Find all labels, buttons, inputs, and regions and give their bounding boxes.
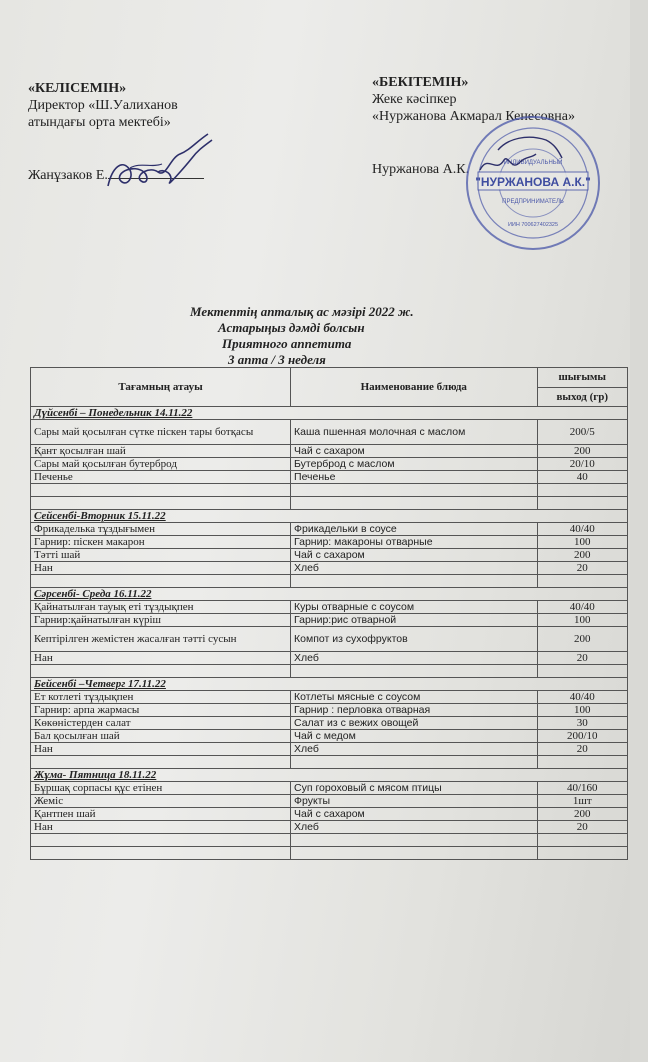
- approval-left-signer: Жанұзаков Е.: [28, 168, 108, 183]
- dish-name-ru: Котлеты мясные с соусом: [291, 691, 537, 704]
- table-row: [31, 562, 628, 575]
- dish-name-ru: Чай с сахаром: [291, 445, 537, 458]
- table-row: [31, 782, 628, 795]
- dish-name-kz: Гарнир: піскен макарон: [31, 536, 291, 549]
- table-row: [31, 821, 628, 834]
- dish-output: 100: [537, 536, 628, 549]
- table-row: [31, 730, 628, 743]
- dish-name-kz: Тәтті шай: [31, 549, 291, 562]
- dish-name-ru: [291, 665, 537, 678]
- dish-output: 40/40: [537, 601, 628, 614]
- table-row: [31, 627, 628, 652]
- dish-name-ru: Гарнир : перловка отварная: [291, 704, 537, 717]
- director-signature-image: [100, 128, 220, 198]
- dish-name-kz: Сары май қосылған бутерброд: [31, 458, 291, 471]
- table-row: [31, 445, 628, 458]
- dish-name-kz: Гарнир:қайнатылған күріш: [31, 614, 291, 627]
- heading-line2: Астарыңыз дәмді болсын: [218, 320, 365, 335]
- day-header-row: [31, 588, 628, 601]
- dish-name-kz: [31, 497, 291, 510]
- approval-right-signer: Нуржанова А.К.: [372, 162, 470, 177]
- dish-name-kz: [31, 665, 291, 678]
- dish-name-kz: Сары май қосылған сүтке піскен тары ботқасы: [31, 420, 291, 445]
- dish-output: 1шт: [537, 795, 628, 808]
- table-row: [31, 523, 628, 536]
- dish-name-ru: [291, 484, 537, 497]
- dish-name-kz: Бал қосылған шай: [31, 730, 291, 743]
- dish-output: 20: [537, 743, 628, 756]
- table-row: [31, 743, 628, 756]
- approval-left-line2: атындағы орта мектебі»: [28, 115, 171, 130]
- svg-text:ИНДИВИДУАЛЬНЫЙ: ИНДИВИДУАЛЬНЫЙ: [503, 160, 563, 166]
- dish-output: [537, 756, 628, 769]
- svg-text:ПРЕДПРИНИМАТЕЛЬ: ПРЕДПРИНИМАТЕЛЬ: [502, 199, 564, 205]
- dish-name-kz: Нан: [31, 652, 291, 665]
- dish-name-kz: [31, 484, 291, 497]
- approval-left-line1: Директор «Ш.Уалиханов: [28, 98, 178, 113]
- dish-name-ru: Салат из с вежих овощей: [291, 717, 537, 730]
- table-row: [31, 795, 628, 808]
- round-stamp-image: [458, 108, 608, 258]
- dish-output: 40/160: [537, 782, 628, 795]
- dish-name-kz: Гарнир: арпа жармасы: [31, 704, 291, 717]
- dish-name-kz: Ет котлеті тұздықпен: [31, 691, 291, 704]
- entrepreneur-signature-image: [478, 148, 538, 178]
- dish-output: 40/40: [537, 523, 628, 536]
- dish-name-ru: Фрикадельки в соусе: [291, 523, 537, 536]
- table-row: [31, 497, 628, 510]
- table-row: [31, 471, 628, 484]
- dish-output: [537, 665, 628, 678]
- table-row: [31, 652, 628, 665]
- dish-name-kz: Нан: [31, 821, 291, 834]
- approval-right-title: «БЕКІТЕМІН»: [372, 75, 469, 90]
- dish-name-ru: Бутерброд с маслом: [291, 458, 537, 471]
- dish-name-kz: [31, 847, 291, 860]
- dish-name-kz: Көкөністерден салат: [31, 717, 291, 730]
- dish-output: 200/5: [537, 420, 628, 445]
- dish-name-kz: Жеміс: [31, 795, 291, 808]
- dish-name-ru: Хлеб: [291, 821, 537, 834]
- dish-name-kz: Қант қосылған шай: [31, 445, 291, 458]
- dish-name-ru: [291, 756, 537, 769]
- dish-name-kz: Нан: [31, 562, 291, 575]
- dish-output: 200: [537, 549, 628, 562]
- dish-name-ru: [291, 847, 537, 860]
- table-row: [31, 614, 628, 627]
- dish-name-ru: Гарнир:рис отварной: [291, 614, 537, 627]
- dish-name-ru: Чай с медом: [291, 730, 537, 743]
- dish-name-ru: Куры отварные с соусом: [291, 601, 537, 614]
- menu-heading: [150, 304, 480, 368]
- approval-right-line1: Жеке кәсіпкер: [372, 92, 457, 107]
- dish-name-ru: Хлеб: [291, 743, 537, 756]
- dish-output: 40: [537, 471, 628, 484]
- dish-name-kz: Печенье: [31, 471, 291, 484]
- dish-name-ru: [291, 575, 537, 588]
- dish-output: [537, 497, 628, 510]
- dish-output: 100: [537, 614, 628, 627]
- dish-output: 20: [537, 562, 628, 575]
- dish-output: 200: [537, 627, 628, 652]
- dish-name-ru: Компот из сухофруктов: [291, 627, 537, 652]
- heading-line3: Приятного аппетита: [222, 336, 352, 351]
- table-row: [31, 756, 628, 769]
- day-title: Сейсенбі-Вторник 15.11.22: [31, 510, 628, 523]
- dish-output: 100: [537, 704, 628, 717]
- dish-output: 30: [537, 717, 628, 730]
- table-row: [31, 834, 628, 847]
- dish-output: 20: [537, 821, 628, 834]
- col-header-ru: Наименование блюда: [291, 368, 537, 407]
- menu-table-body: [31, 407, 628, 860]
- dish-name-ru: Хлеб: [291, 652, 537, 665]
- table-row: [31, 536, 628, 549]
- dish-output: 20/10: [537, 458, 628, 471]
- dish-output: 200/10: [537, 730, 628, 743]
- dish-name-kz: Қайнатылған тауық еті тұздықпен: [31, 601, 291, 614]
- day-header-row: [31, 769, 628, 782]
- day-title: Жұма- Пятница 18.11.22: [31, 769, 628, 782]
- dish-output: [537, 484, 628, 497]
- dish-name-ru: Суп гороховый с мясом птицы: [291, 782, 537, 795]
- col-header-output-bottom: выход (гр): [537, 387, 628, 407]
- dish-output: 200: [537, 445, 628, 458]
- day-title: Сәрсенбі- Среда 16.11.22: [31, 588, 628, 601]
- approval-left-title: «КЕЛІСЕМІН»: [28, 81, 127, 96]
- dish-name-ru: [291, 497, 537, 510]
- dish-name-kz: Фрикаделька тұздығымен: [31, 523, 291, 536]
- dish-output: 200: [537, 808, 628, 821]
- table-row: [31, 575, 628, 588]
- dish-output: [537, 834, 628, 847]
- dish-name-kz: [31, 575, 291, 588]
- table-row: [31, 665, 628, 678]
- day-header-row: [31, 678, 628, 691]
- day-header-row: [31, 407, 628, 420]
- dish-name-ru: Хлеб: [291, 562, 537, 575]
- table-row: [31, 601, 628, 614]
- table-row: [31, 691, 628, 704]
- dish-name-kz: Нан: [31, 743, 291, 756]
- dish-name-ru: [291, 834, 537, 847]
- menu-table: [30, 367, 628, 860]
- table-row: [31, 704, 628, 717]
- dish-name-ru: Чай с сахаром: [291, 808, 537, 821]
- dish-output: [537, 575, 628, 588]
- dish-name-ru: Гарнир: макароны отварные: [291, 536, 537, 549]
- dish-name-kz: Қантпен шай: [31, 808, 291, 821]
- table-row: [31, 549, 628, 562]
- dish-output: [537, 847, 628, 860]
- table-row: [31, 717, 628, 730]
- table-row: [31, 420, 628, 445]
- day-title: Бейсенбі –Четверг 17.11.22: [31, 678, 628, 691]
- page-edge: [630, 0, 648, 1062]
- table-row: [31, 484, 628, 497]
- svg-text:ИИН 700627402325: ИИН 700627402325: [507, 222, 559, 228]
- col-header-kz: Тағамның атауы: [31, 368, 291, 407]
- dish-name-ru: Фрукты: [291, 795, 537, 808]
- day-title: Дүйсенбі – Понедельник 14.11.22: [31, 407, 628, 420]
- approval-right-line2: «Нуржанова Акмарал Кенесовна»: [372, 109, 575, 124]
- dish-output: 20: [537, 652, 628, 665]
- svg-text:"НУРЖАНОВА А.К.": "НУРЖАНОВА А.К.": [475, 175, 591, 189]
- dish-name-kz: Кептірілген жемістен жасалған тәтті сусын: [31, 627, 291, 652]
- dish-name-ru: Каша пшенная молочная с маслом: [291, 420, 537, 445]
- dish-output: 40/40: [537, 691, 628, 704]
- dish-name-kz: [31, 834, 291, 847]
- dish-name-ru: Печенье: [291, 471, 537, 484]
- day-header-row: [31, 510, 628, 523]
- heading-line4: 3 апта / 3 неделя: [228, 352, 326, 367]
- dish-name-ru: Чай с сахаром: [291, 549, 537, 562]
- heading-line1: Мектептің апталық ас мәзірі 2022 ж.: [190, 304, 414, 319]
- table-row: [31, 808, 628, 821]
- table-row: [31, 458, 628, 471]
- col-header-output-top: шығымы: [537, 368, 628, 388]
- table-row: [31, 847, 628, 860]
- dish-name-kz: Бұршақ сорпасы құс етінен: [31, 782, 291, 795]
- dish-name-kz: [31, 756, 291, 769]
